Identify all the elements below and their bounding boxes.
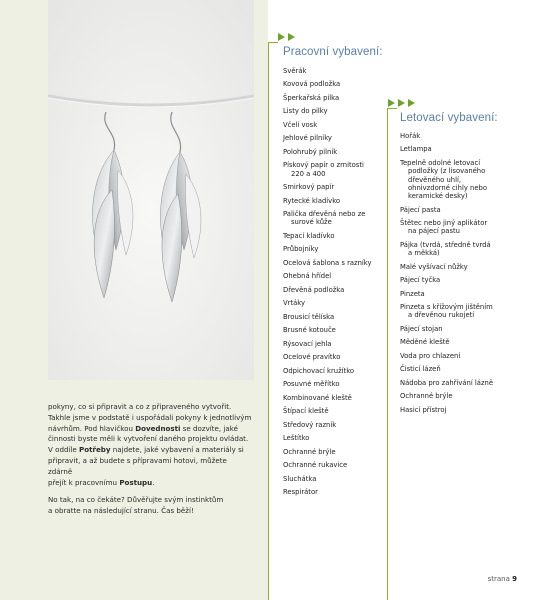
vertical-divider — [268, 42, 269, 600]
list-item: Ocelová šablona s razníky — [283, 258, 372, 267]
list-item: Tepelně odolné letovací podložky (z lisovaného dřevěného uhlí, ohnivzdorné cihly nebo keramické desky) — [400, 158, 488, 201]
term-postupu: Postupu — [119, 477, 153, 487]
list-item: Měděné kleště — [400, 338, 450, 347]
list-item: Leštítko — [283, 434, 310, 443]
list-item: Brousicí tělíska — [283, 312, 335, 321]
list-item: Hasicí přístroj — [400, 405, 447, 414]
list-item: Hořák — [400, 132, 421, 140]
list-item: Palička dřevěná nebo ze surové kůže — [283, 210, 366, 227]
list-item: Pinzeta s křížovým jištěním a dřevěnou rukojetí — [400, 303, 493, 320]
list-item: Středový razník — [283, 420, 337, 429]
intro-text — [48, 402, 253, 524]
list-item: Včelí vosk — [283, 120, 318, 129]
vertical-divider-2 — [387, 108, 388, 600]
list-item: Respirátor — [283, 488, 318, 497]
arrow-right-icon — [408, 99, 415, 107]
list-item: Rýsovací jehla — [283, 339, 332, 348]
list-pracovni-vybaveni — [283, 67, 381, 502]
list-item: Ochranné rukavice — [283, 461, 348, 470]
arrow-right-icon — [388, 99, 395, 107]
list-item: Pájka (tvrdá, středně tvrdá a měkká) — [400, 240, 491, 258]
list-item: Svěrák — [283, 67, 307, 75]
list-item: Kovová podložka — [283, 80, 341, 89]
list-item: Čisticí lázeň — [400, 365, 441, 374]
list-item: Listy do pilky — [283, 107, 328, 116]
list-item: Malé vyšívací nůžky — [400, 262, 468, 271]
list-item: Posuvné měřítko — [283, 380, 340, 389]
list-item: Dřevěná podložka — [283, 285, 345, 294]
list-item: Sluchátka — [283, 474, 317, 483]
list-item: Pájecí tyčka — [400, 276, 441, 285]
list-item: Brusné kotouče — [283, 326, 336, 335]
list-item: Tepací kladívko — [283, 231, 335, 240]
list-item: Kombinované kleště — [283, 393, 352, 402]
list-item: Polohrubý pilník — [283, 147, 338, 156]
list-item: Pinzeta — [400, 289, 425, 298]
arrow-marker-1 — [278, 32, 295, 44]
earrings-photo — [48, 0, 254, 380]
list-item: Rytecké kladívko — [283, 196, 341, 205]
list-item: Průbojníky — [283, 245, 319, 254]
list-item: Šperkařská pilka — [283, 93, 340, 102]
intro-paragraph-2: No tak, na co čekáte? Důvěřujte svým instinktům a obratte na následující stranu. Čas běží! — [48, 495, 224, 516]
list-item: Štípací kleště — [283, 407, 329, 416]
list-item: Letlampa — [400, 145, 432, 154]
list-item: Pískový papír o zrnitosti 220 a 400 — [283, 161, 364, 178]
arrow-right-icon — [398, 99, 405, 107]
list-item: Smirkový papír — [283, 183, 335, 192]
list-item: Pájecí pasta — [400, 205, 441, 214]
list-item: Ocelové pravítko — [283, 353, 341, 362]
arrow-right-icon — [278, 33, 285, 41]
intro-paragraph-1: pokyny, co si připravit a co z připraveného vytvořit. Takhle jsme v podstatě i uspořádali pokyny k jednotlivým návrhům. Pod hlavičkou Dovednosti se dozvíte, jaké činnosti byste měli k vytvoření daného projektu ovládat. V oddíle Potřeby najdete, jaké vybavení a materiály si připravit, a až budete s přípravami hotovi, můžete zdárně přejít k pracovnímu Postupu. — [48, 402, 252, 487]
list-item: Odpichovací kružítko — [283, 366, 355, 375]
list-item: Vrtáky — [283, 299, 305, 308]
list-item: Štětec nebo jiný aplikátor na pájecí pastu — [400, 219, 488, 236]
list-item: Ochranné brýle — [400, 392, 453, 401]
list-item: Ochranné brýle — [283, 447, 336, 456]
list-item: Pájecí stojan — [400, 324, 443, 333]
section-title-pracovni: Pracovní vybavení: — [283, 46, 383, 58]
arrow-marker-2 — [388, 98, 415, 110]
list-item: Jehlové pilníky — [283, 134, 332, 143]
page-number: strana 9 — [487, 575, 517, 583]
list-item: Ohebná hřídel — [283, 272, 332, 281]
divider-tick — [268, 42, 278, 43]
term-potreby: Potřeby — [79, 445, 111, 455]
list-item: Voda pro chlazení — [400, 351, 461, 360]
list-item: Nádoba pro zahřívání lázně — [400, 378, 494, 387]
list-letovaci-vybaveni — [400, 132, 506, 419]
arrow-right-icon — [288, 33, 295, 41]
term-dovednosti: Dovednosti — [135, 423, 181, 433]
section-title-letovaci: Letovací vybavení: — [400, 112, 498, 124]
